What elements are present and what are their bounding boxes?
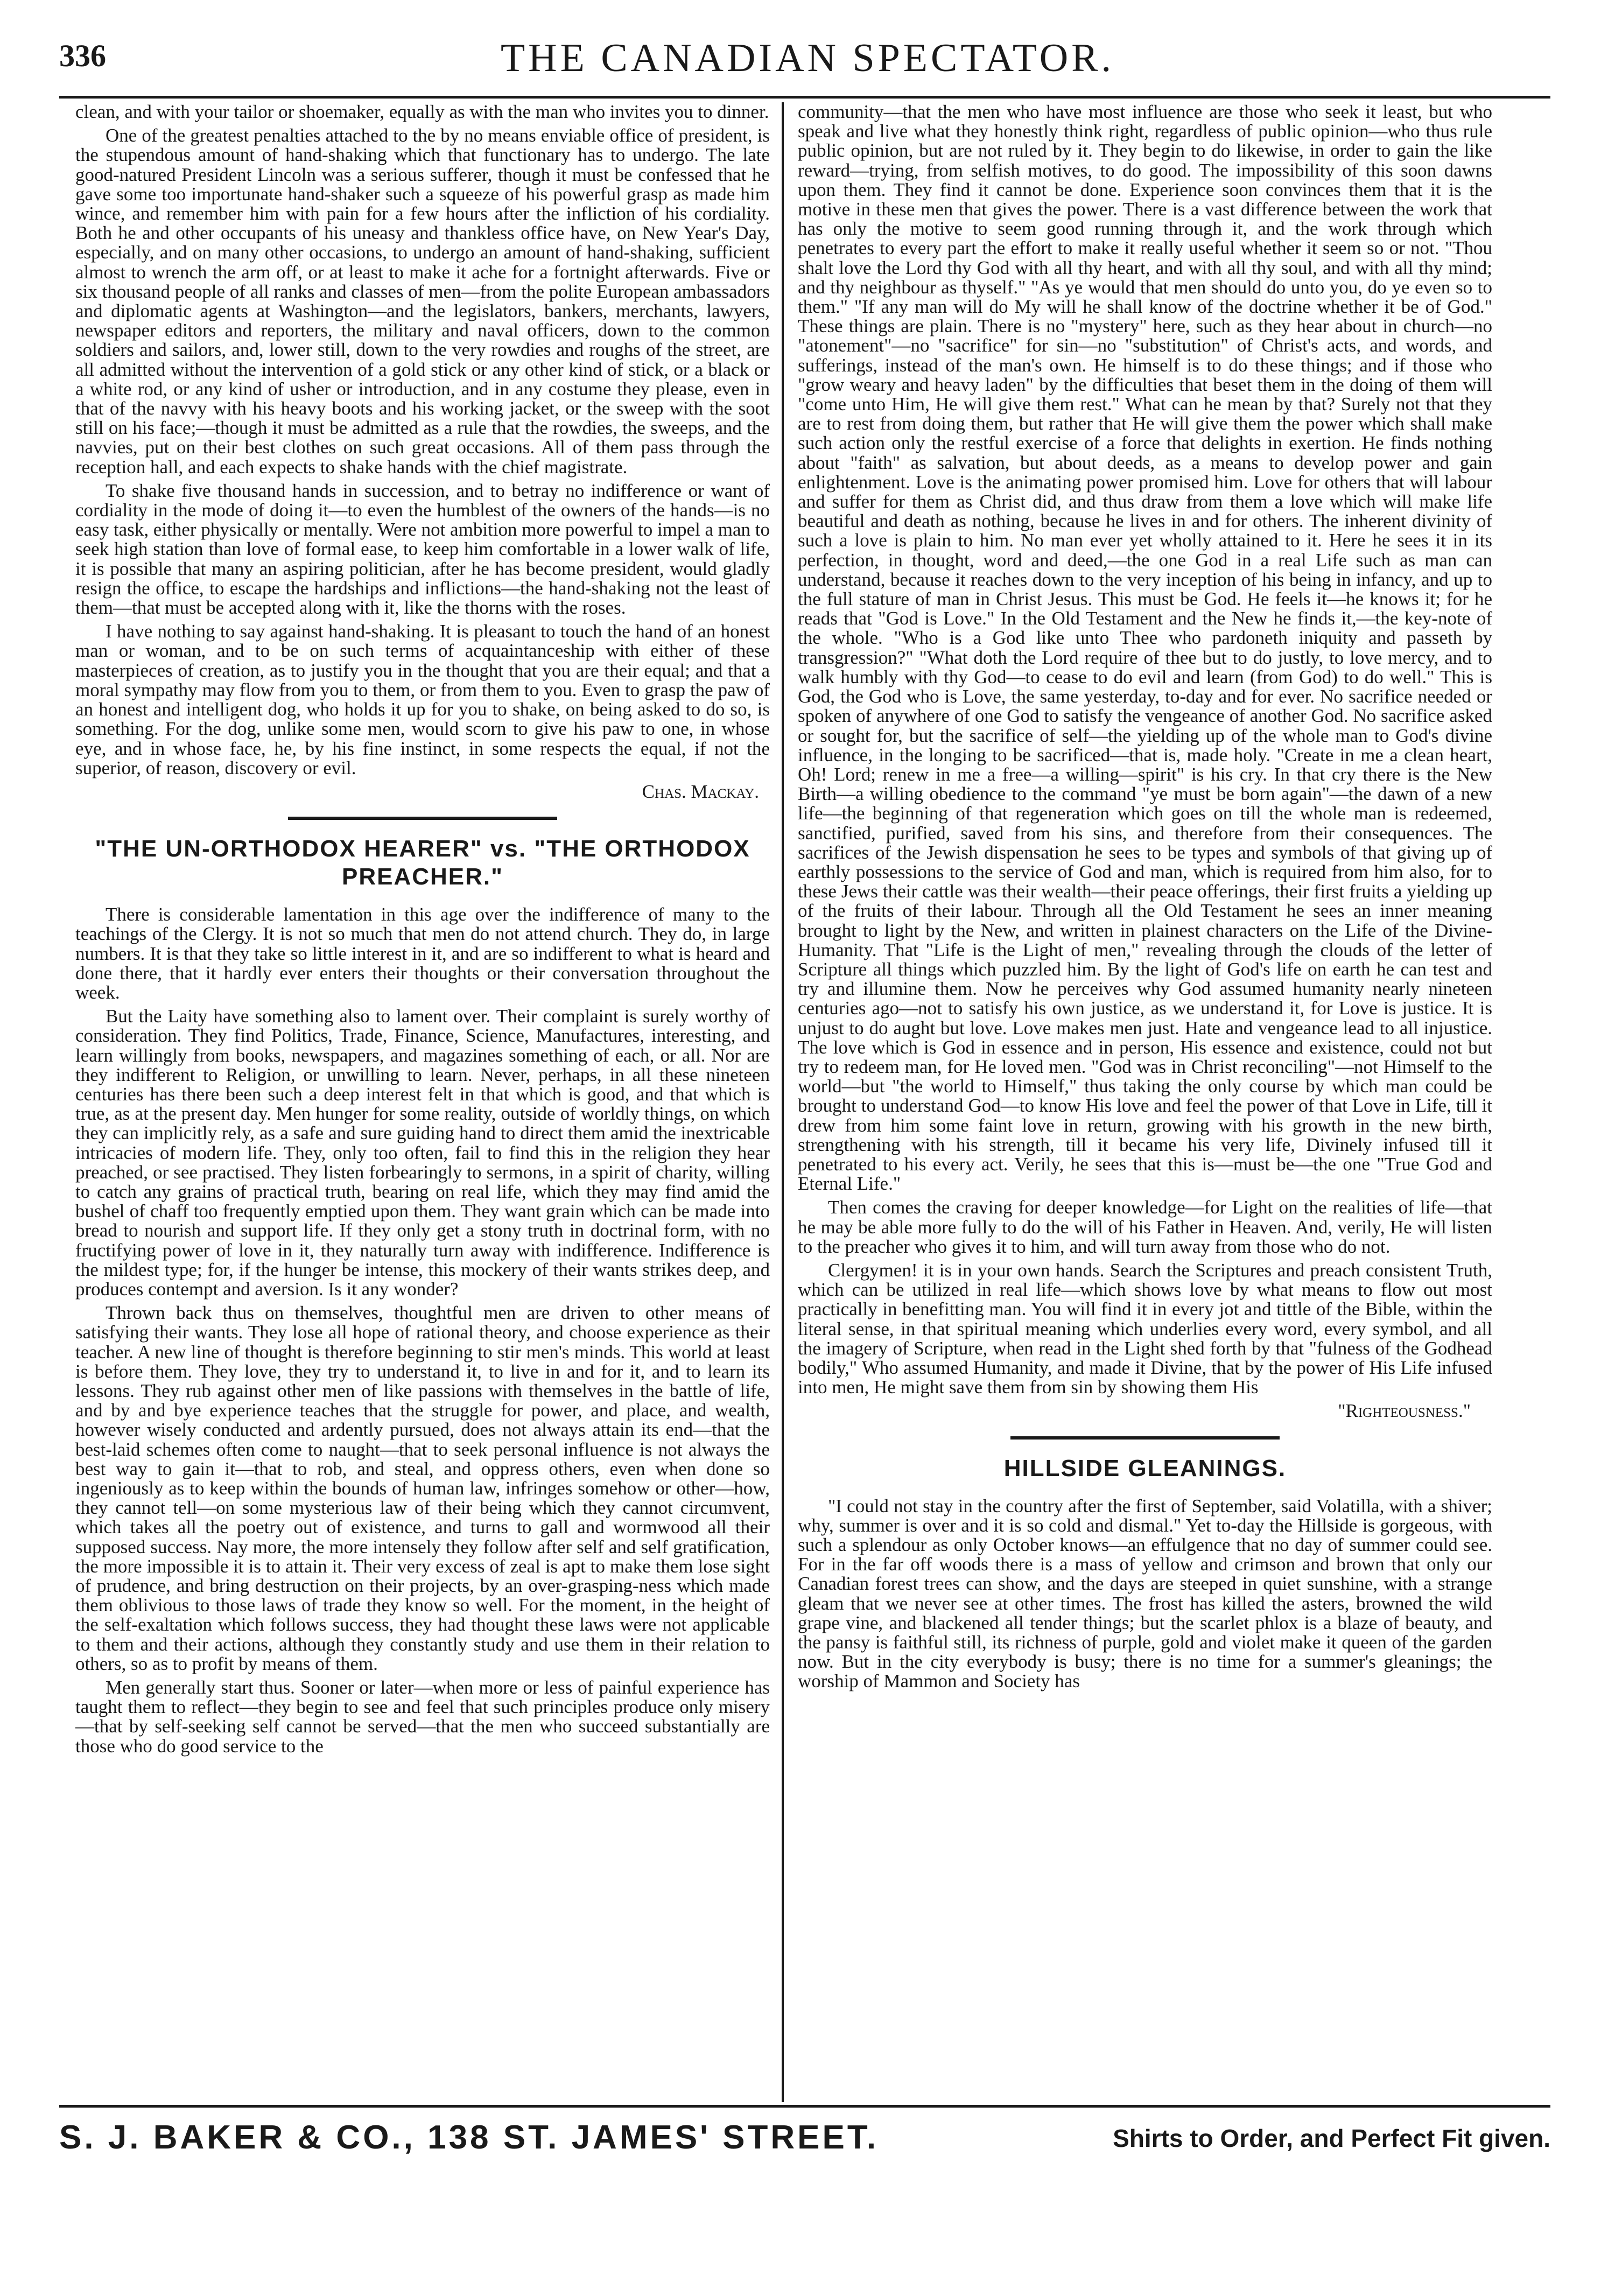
author-signature: Chas. Mackay. [642,781,759,802]
paragraph: Clergymen! it is in your own hands. Search the Scriptures and preach consistent Truth, which can be utilized in real life—which shows love by what means to flow out most practically in benefitting man. You will find it in every jot and tittle of the Bible, within the literal sense, in that spiritual meaning which underlies every word, every symbol, and all the imagery of Scripture, when read in the Light shed forth by that "fulness of the Godhead bodily," Who assumed Humanity, and made it Divine, that by the power of His Life infused into men, He might save them from sin by showing them His [798,1259,1492,1398]
paragraph: One of the greatest penalties attached to the by no means enviable office of president, is the stupendous amount of hand-shaking which that functionary has to undergo. The late good-natured President Lincoln was a serious sufferer, though it must be confessed that he gave some too importunate hand-shaker such a squeeze of his powerful grasp as made him wince, and remember him with pain for a few hours after the infliction of his cordiality. Both he and other occupants of his uneasy and thankless office have, on New Year's Day, especially, and on many other occasions, to undergo an amount of hand-shaking, sufficient almost to wrench the arm off, or at least to make it ache for a fortnight afterwards. Five or six thousand people of all ranks and classes of men—from the polite European ambassadors and diplomatic agents at Washington—and the legislators, bankers, merchants, lawyers, newspaper editors and reporters, the military and naval officers, down to the common soldiers and sailors, and, lower still, down to the very rowdies and roughs of the street, are all admitted without the intervention of a gold stick or any other kind of stick, or a black or a white rod, or any kind of usher or introduction, and in any costume they please, even in that of the navvy with his heavy boots and his working jacket, or the sweep with the soot still on his face;—though it must be admitted as a rule that the rowdies, the sweeps, and the navvies, put on their best clothes on such great occasions. All of them pass through the reception hall, and each expects to shake hands with the chief magistrate. [75,125,770,478]
header-rule [59,96,1550,99]
column-divider [782,102,784,2102]
paragraph: There is considerable lamentation in this age over the indifference of many to the teachings of the Clergy. It is not so much that men do not attend church. They do, in large numbers. It is that they take so little interest in it, and are so indifferent to what is heard and done there, that it hardly ever enters their thoughts or their conversation throughout the week. [75,904,770,1003]
page-number: 336 [59,38,106,73]
author-signature: "Righteousness." [1338,1400,1471,1422]
paragraph: But the Laity have something also to lament over. Their complaint is surely worthy of consideration. They find Politics, Trade, Finance, Science, Manufactures, interesting, and learn willingly from books, newspapers, and magazines something of each, or all. Nor are they indifferent to Religion, or unwilling to learn. Never, perhaps, in all these nineteen centuries has there been such a deep interest felt in that which is good, and that which is true, as at the present day. Men hunger for some reality, outside of worldly things, on which they can implicitly rely, as a safe and sure guiding hand to direct them amid the inextricable intricacies of modern life. They, only too often, fail to find this in the religion they hear preached, or see practised. They listen forbearingly to sermons, in a spirit of charity, willing to catch any grains of practical truth, bearing on real life, which they may find amid the bushel of chaff too frequently emptied upon them. They want grain which can be made into bread to nourish and support life. If they only get a stony truth in doctrinal form, with no fructifying power of love in it, they naturally turn away with indifference. Indifference is the mildest type; for, if the hunger be intense, this mockery of their wants strikes deep, and produces contempt and aversion. Is it any wonder? [75,1006,770,1300]
continued-text: clean, and with your tailor or shoemaker, equally as with the man who invites you to dinner. [75,101,769,122]
section-separator [1010,1436,1280,1440]
paragraph: I have nothing to say against hand-shaking. It is pleasant to touch the hand of an honest man or woman, and to be on such terms of acquaintanceship with either of these masterpieces of creation, as to justify you in the thought that you are their equal; and that a moral sympathy may flow from you to them, or from them to you. Even to grasp the paw of an honest and intelligent dog, who holds it up for you to shake, on being asked to do so, is something. For the dog, unlike some men, would scorn to give his paw to one, in whose eye, and in whose face, he, by his fine instinct, in some respects the equal, if not the superior, of reason, discovery or evil. [75,621,770,778]
paragraph: "I could not stay in the country after the first of September, said Volatilla, with a shiver; why, summer is over and it is so cold and dismal." Yet to-day the Hillside is gorgeous, with such a splendour as only October knows—an effulgence that no day of summer could see. For in the far off woods there is a mass of yellow and crimson and brown that only our Canadian forest trees can show, and the days are steeped in quiet sunshine, with a strange gleam that we never see at other times. The frost has killed the asters, browned the wild grape vine, and blackened all tender things; but the scarlet phlox is a blaze of beauty, and the pansy is faithful still, its richness of purple, gold and violet make it queen of the garden now. But in the city everybody is busy; there is no time for a summer's gleanings; the worship of Mammon and Society has [798,1495,1492,1692]
left-column [75,102,770,1760]
footer-advertisement [59,2118,1550,2167]
advertiser-name: S. J. BAKER & CO., 138 ST. JAMES' STREET. [59,2119,879,2156]
paragraph: Then comes the craving for deeper knowledge—for Light on the realities of life—that he may be able more fully to do the will of his Father in Heaven. And, verily, He will listen to the preacher who gives it to him, and will turn away from those who do not. [798,1197,1492,1257]
advertiser-tagline: Shirts to Order, and Perfect Fit given. [1113,2124,1550,2152]
masthead-title: THE CANADIAN SPECTATOR. [500,36,1115,80]
paragraph: To shake five thousand hands in succession, and to betray no indifference or want of cordiality in the mode of doing it—to even the humblest of the owners of the hands—is no easy task, either physically or mentally. Were not ambition more powerful to impel a man to seek high station than love of formal ease, to keep him comfortable in a lower walk of life, it is possible that many an aspiring politician, after he has become president, would gladly resign the office, to escape the hardships and inflictions—the hand-shaking not the least of them—that must be accepted along with it, like the thorns with the roses. [75,480,770,619]
right-column [798,102,1492,1696]
section-heading: HILLSIDE GLEANINGS. [1003,1455,1287,1481]
paragraph: Thrown back thus on themselves, thoughtful men are driven to other means of satisfying their wants. They lose all hope of rational theory, and choose experience as their teacher. A new line of thought is therefore beginning to stir men's minds. This world at least is before them. They love, they try to understand it, to live in and for it, and to learn its lessons. They rub against other men of like passions with themselves in the battle of life, and by and bye experience teaches that the struggle for power, and place, and wealth, however wisely conducted and ardently pursued, does not always attain its end—that the best-laid schemes often come to naught—that to seek personal influence is not always the best way to gain it—that to rob, and steal, and oppress others, even when done so ingeniously as to keep within the bounds of human law, infringes somehow or other—how, they cannot tell—on some mysterious law of their being which they cannot circumvent, which takes all the poetry out of existence, and turns to gall and wormwood all their supposed success. Nay more, the more intensely they follow after self and self gratification, the more impossible it is to attain it. Their very excess of zeal is apt to make them lose sight of prudence, and bring destruction on their projects, by an over-grasping-ness which made them oblivious to those laws of trade they know so well. For the moment, in the height of the self-exaltation which follows success, they had thought these laws were not applicable to them and their actions, although they constantly study and use them in their relation to others, so as to profit by means of them. [75,1302,770,1674]
article-heading: "THE UN-ORTHODOX HEARER" vs. "THE ORTHODOX PREACHER." [95,835,750,890]
page-header [59,32,1556,97]
continued-text: community—that the men who have most influence are those who seek it least, but who speak and live what they honestly think right, regardless of public opinion—who thus rule public opinion, but are not ruled by it. They begin to do likewise, in order to gain the like reward—trying, from selfish motives, to do good. The impossibility of this soon dawns upon them. They find it cannot be done. Experience soon convinces them that it is the motive in these men that gives the power. There is a vast difference between the work that has only the motive to seem good running through it, and the work through which penetrates to every part the effort to make it really useful whether it seem so or not. "Thou shalt love the Lord thy God with all thy heart, and with all thy soul, and with all thy mind; and thy neighbour as thyself." "As ye would that men should do unto you, do ye even so to them." "If any man will do My will he shall know of the doctrine whether it be of God." These things are plain. There is no "mystery" here, such as they hear about in church—no "atonement"—no "sacrifice" for sin—no "substitution" of Christ's acts, and words, and sufferings, instead of the man's own. He himself is to do these things; and if those who "grow weary and heavy laden" by the difficulties that beset them in the doing of them will "come unto Him, He will give them rest." What can he mean by that? Surely not that they are to rest from doing them, but rather that He will give them the power which shall make such action only the restful exercise of a force that delights in exertion. He finds nothing about "faith" as salvation, but about deeds, as a means to develop power and gain enlightenment. Love is the animating power promised him. Love for others that will labour and suffer for them as Christ did, and thus draw from them a love which will make life beautiful and death as nothing, because he lives in and for others. The inherent divinity of such a love is plain to him. No man ever yet wholly attained to it. Here he sees it in its perfection, in thought, word and deed,—the one God in a real Life such as man can understand, because it reaches down to the very inception of his being in infancy, and up to the full stature of man in Christ Jesus. This must be God. He feels it—he knows it; for he reads that "God is Love." In the Old Testament and the New he finds it,—the key-note of the whole. "Who is a God like unto Thee who pardoneth iniquity and passeth by transgression?" "What doth the Lord require of thee but to do justly, to love mercy, and to walk humbly with thy God—to cease to do evil and learn (from God) to do well." This is God, the God who is Love, the same yesterday, to-day and for ever. No sacrifice needed or spoken of anywhere of one God to satisfy the vengeance of another God. No sacrifice asked or sought for, but the sacrifice of self—the yielding up of the whole man to God's divine influence, in the longing to be sacrificed—that is, made holy. "Create in me a clean heart, Oh! Lord; renew in me a free—a willing—spirit" is his cry. In that cry there is the New Birth—a willing obedience to the command "ye must be born again"—the dawn of a new life—the beginning of that regeneration which goes on till the whole man is redeemed, sanctified, purified, saved from his sins, and therefore from their consequences. The sacrifices of the Jewish dispensation he sees to be types and symbols of that giving up of earthly possessions to the service of God and man, which is required from him also, for to these Jews their cattle was their wealth—their peace offerings, their first fruits a yielding up of the fruits of their labour. Through all the Old Testament he sees an inner meaning brought to light by the New, and written in plainest characters on the Life of the Divine-Humanity. That "Life is the Light of men," revealing through the clouds of the letter of Scripture all things which puzzled him. By the light of God's life on earth he can test and try and illumine them. Now he perceives why God assumed humanity nearly nineteen centuries ago—not to satisfy his own justice, as we understand it, for Love is justice. It is unjust to do aught but love. Love makes men just. Hate and vengeance lead to all injustice. The love which is God in essence and in person, His essence and existence, could not but try to redeem man, for He loved men. "God was in Christ reconciling"—not Himself to the world—but "the world to Himself," thus taking the only course by which man could be brought to understand God—to know His love and feel the power of that Love in Life, till it drew from him some faint love in return, growing with his growth in the new birth, strengthening with his strength, till it became his very life, Divinely infused till it penetrated to his every act. Verily, he sees that this is—must be—the one "True God and Eternal Life." [798,101,1492,1195]
paragraph: Men generally start thus. Sooner or later—when more or less of painful experience has taught them to reflect—they begin to see and feel that such principles produce only misery—that by self-seeking self cannot be served—that the men who succeed substantially are those who do good service to the [75,1677,770,1757]
section-separator [288,817,557,820]
footer-rule [59,2105,1550,2108]
